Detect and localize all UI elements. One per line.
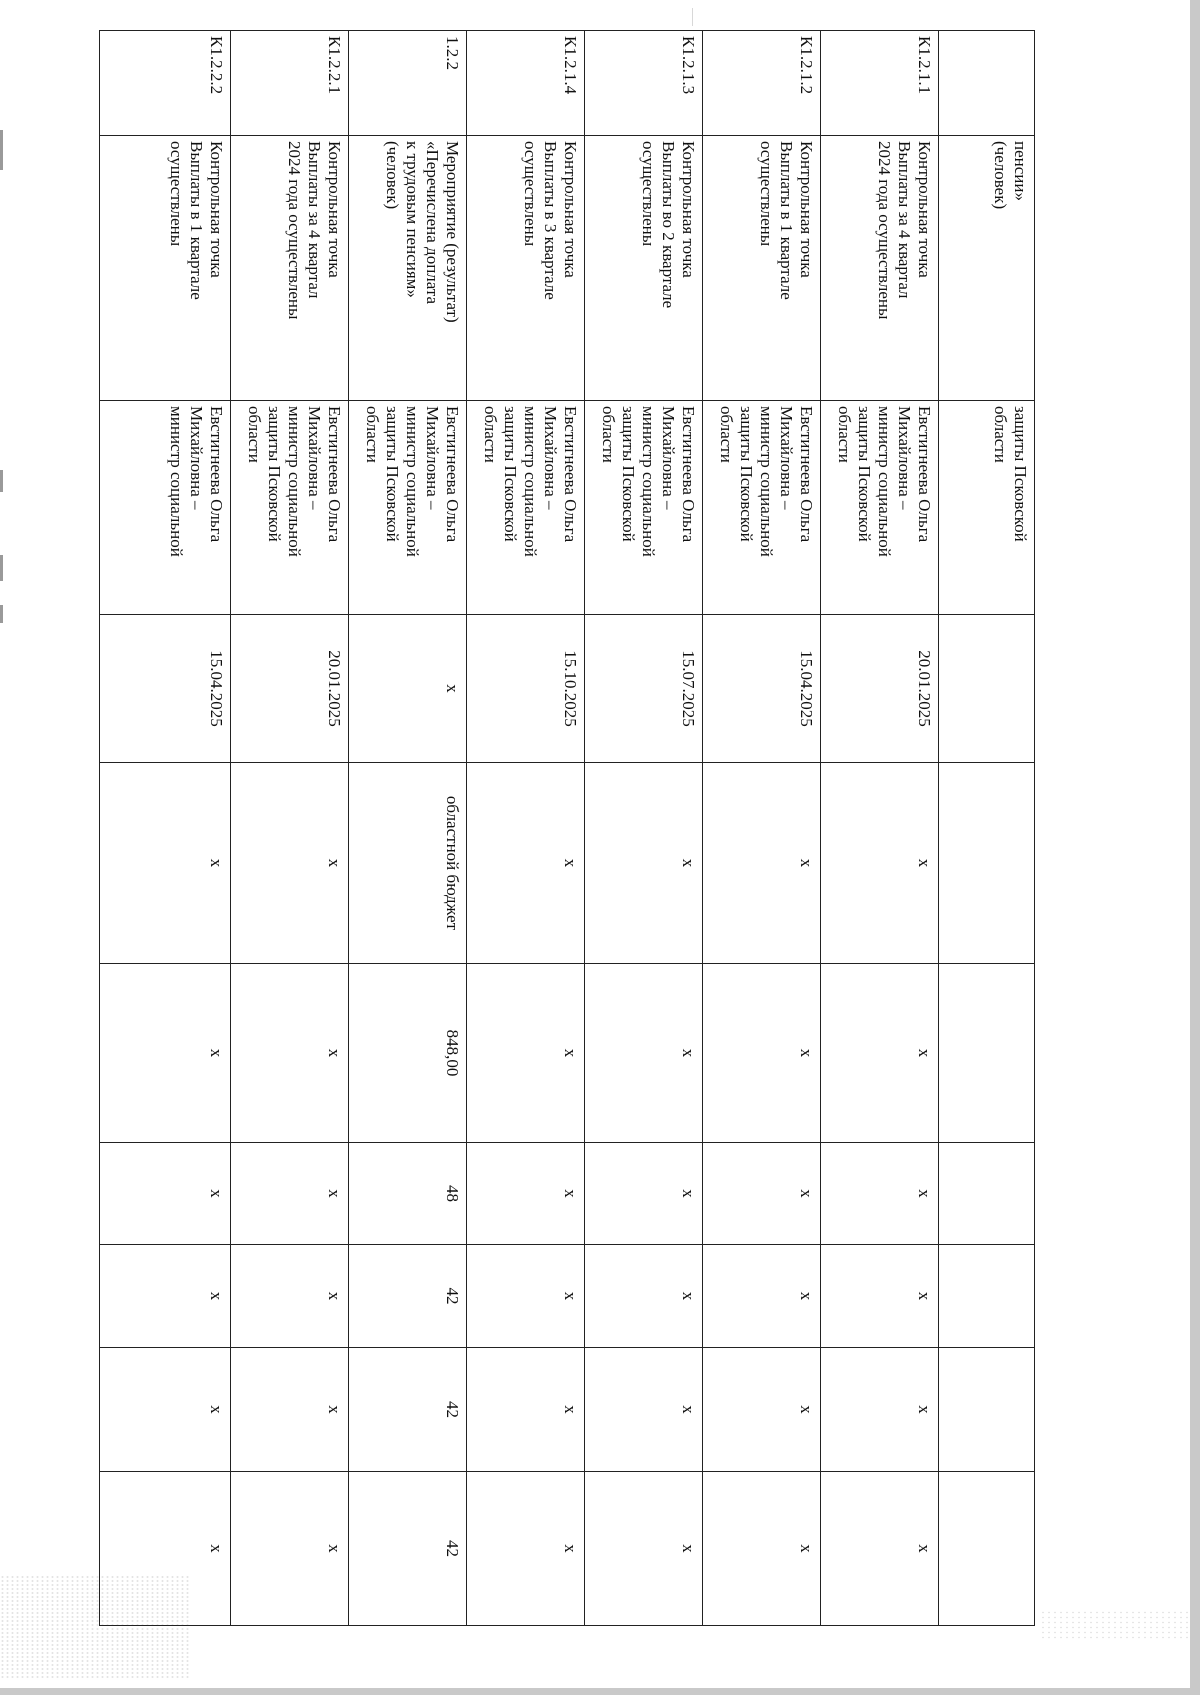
name-cell: Мероприятие (результат) «Перечислена доплата к трудовым пенсиям» (человек): [349, 136, 467, 401]
source-cell: х: [703, 763, 821, 964]
scan-edge-mark: [0, 470, 3, 492]
table-row: [100, 31, 231, 1626]
code-cell: К1.2.1.4: [467, 31, 585, 136]
table-row: [821, 31, 939, 1626]
source-cell: х: [585, 763, 703, 964]
value-cell-3: 42: [349, 1348, 467, 1472]
amount-cell: [939, 964, 1035, 1143]
date-cell: 20.01.2025: [821, 615, 939, 763]
value-cell-3: х: [467, 1348, 585, 1472]
value-cell-3: х: [231, 1348, 349, 1472]
value-cell-1: х: [100, 1143, 231, 1245]
value-cell-2: х: [100, 1245, 231, 1348]
value-cell-4: х: [231, 1472, 349, 1626]
scan-noise: [1040, 1610, 1190, 1640]
value-cell-1: х: [585, 1143, 703, 1245]
responsible-cell: защиты Псковской области: [939, 401, 1035, 615]
value-cell-1: х: [703, 1143, 821, 1245]
responsible-cell: Евстигнеева Ольга Михайловна – министр социальной защиты Псковской области: [585, 401, 703, 615]
amount-cell: х: [585, 964, 703, 1143]
source-cell: х: [821, 763, 939, 964]
responsible-cell: Евстигнеева Ольга Михайловна – министр социальной защиты Псковской области: [231, 401, 349, 615]
value-cell-2: 42: [349, 1245, 467, 1348]
value-cell-2: х: [231, 1245, 349, 1348]
date-cell: 15.04.2025: [100, 615, 231, 763]
date-cell: х: [349, 615, 467, 763]
code-cell: К1.2.2.2: [100, 31, 231, 136]
table-row: [231, 31, 349, 1626]
scan-crease-mark: [692, 8, 693, 26]
value-cell-4: х: [821, 1472, 939, 1626]
table-row: [703, 31, 821, 1626]
plan-table: [99, 30, 1035, 1626]
date-cell: 15.04.2025: [703, 615, 821, 763]
plan-table-body: [100, 31, 1035, 1626]
name-cell: Контрольная точка Выплаты за 4 квартал 2024 года осуществлены: [821, 136, 939, 401]
value-cell-3: х: [100, 1348, 231, 1472]
rotated-table-wrapper: [100, 30, 1035, 1625]
table-row: [585, 31, 703, 1626]
value-cell-4: х: [100, 1472, 231, 1626]
scan-edge-mark: [0, 605, 3, 623]
source-cell: х: [467, 763, 585, 964]
code-cell: [939, 31, 1035, 136]
value-cell-3: [939, 1348, 1035, 1472]
value-cell-4: х: [585, 1472, 703, 1626]
table-row: [349, 31, 467, 1626]
value-cell-2: х: [467, 1245, 585, 1348]
code-cell: К1.2.1.3: [585, 31, 703, 136]
value-cell-4: х: [467, 1472, 585, 1626]
value-cell-2: х: [703, 1245, 821, 1348]
table-row: [467, 31, 585, 1626]
date-cell: [939, 615, 1035, 763]
code-cell: К1.2.1.2: [703, 31, 821, 136]
date-cell: 15.07.2025: [585, 615, 703, 763]
responsible-cell: Евстигнеева Ольга Михайловна – министр социальной защиты Псковской области: [349, 401, 467, 615]
value-cell-2: [939, 1245, 1035, 1348]
value-cell-3: х: [821, 1348, 939, 1472]
source-cell: [939, 763, 1035, 964]
source-cell: х: [100, 763, 231, 964]
name-cell: Контрольная точка Выплаты за 4 квартал 2024 года осуществлены: [231, 136, 349, 401]
code-cell: 1.2.2: [349, 31, 467, 136]
amount-cell: 848,00: [349, 964, 467, 1143]
value-cell-1: х: [467, 1143, 585, 1245]
value-cell-1: [939, 1143, 1035, 1245]
date-cell: 15.10.2025: [467, 615, 585, 763]
amount-cell: х: [703, 964, 821, 1143]
source-cell: х: [231, 763, 349, 964]
name-cell: Контрольная точка Выплаты в 1 квартале осуществлены: [100, 136, 231, 401]
value-cell-3: х: [585, 1348, 703, 1472]
value-cell-4: 42: [349, 1472, 467, 1626]
name-cell: Контрольная точка Выплаты в 3 квартале осуществлены: [467, 136, 585, 401]
name-cell: пенсии» (человек): [939, 136, 1035, 401]
table-row: [939, 31, 1035, 1626]
responsible-cell: Евстигнеева Ольга Михайловна – министр социальной защиты Псковской области: [467, 401, 585, 615]
value-cell-4: х: [703, 1472, 821, 1626]
name-cell: Контрольная точка Выплаты во 2 квартале осуществлены: [585, 136, 703, 401]
date-cell: 20.01.2025: [231, 615, 349, 763]
amount-cell: х: [231, 964, 349, 1143]
code-cell: К1.2.2.1: [231, 31, 349, 136]
value-cell-1: х: [231, 1143, 349, 1245]
value-cell-2: х: [585, 1245, 703, 1348]
amount-cell: х: [467, 964, 585, 1143]
value-cell-1: 48: [349, 1143, 467, 1245]
value-cell-3: х: [703, 1348, 821, 1472]
name-cell: Контрольная точка Выплаты в 1 квартале осуществлены: [703, 136, 821, 401]
scan-edge-mark: [0, 555, 3, 581]
responsible-cell: Евстигнеева Ольга Михайловна – министр социальной: [100, 401, 231, 615]
responsible-cell: Евстигнеева Ольга Михайловна – министр социальной защиты Псковской области: [703, 401, 821, 615]
scan-edge-mark: [0, 130, 3, 170]
code-cell: К1.2.1.1: [821, 31, 939, 136]
source-cell: областной бюджет: [349, 763, 467, 964]
amount-cell: х: [821, 964, 939, 1143]
amount-cell: х: [100, 964, 231, 1143]
value-cell-1: х: [821, 1143, 939, 1245]
value-cell-2: х: [821, 1245, 939, 1348]
value-cell-4: [939, 1472, 1035, 1626]
responsible-cell: Евстигнеева Ольга Михайловна – министр социальной защиты Псковской области: [821, 401, 939, 615]
